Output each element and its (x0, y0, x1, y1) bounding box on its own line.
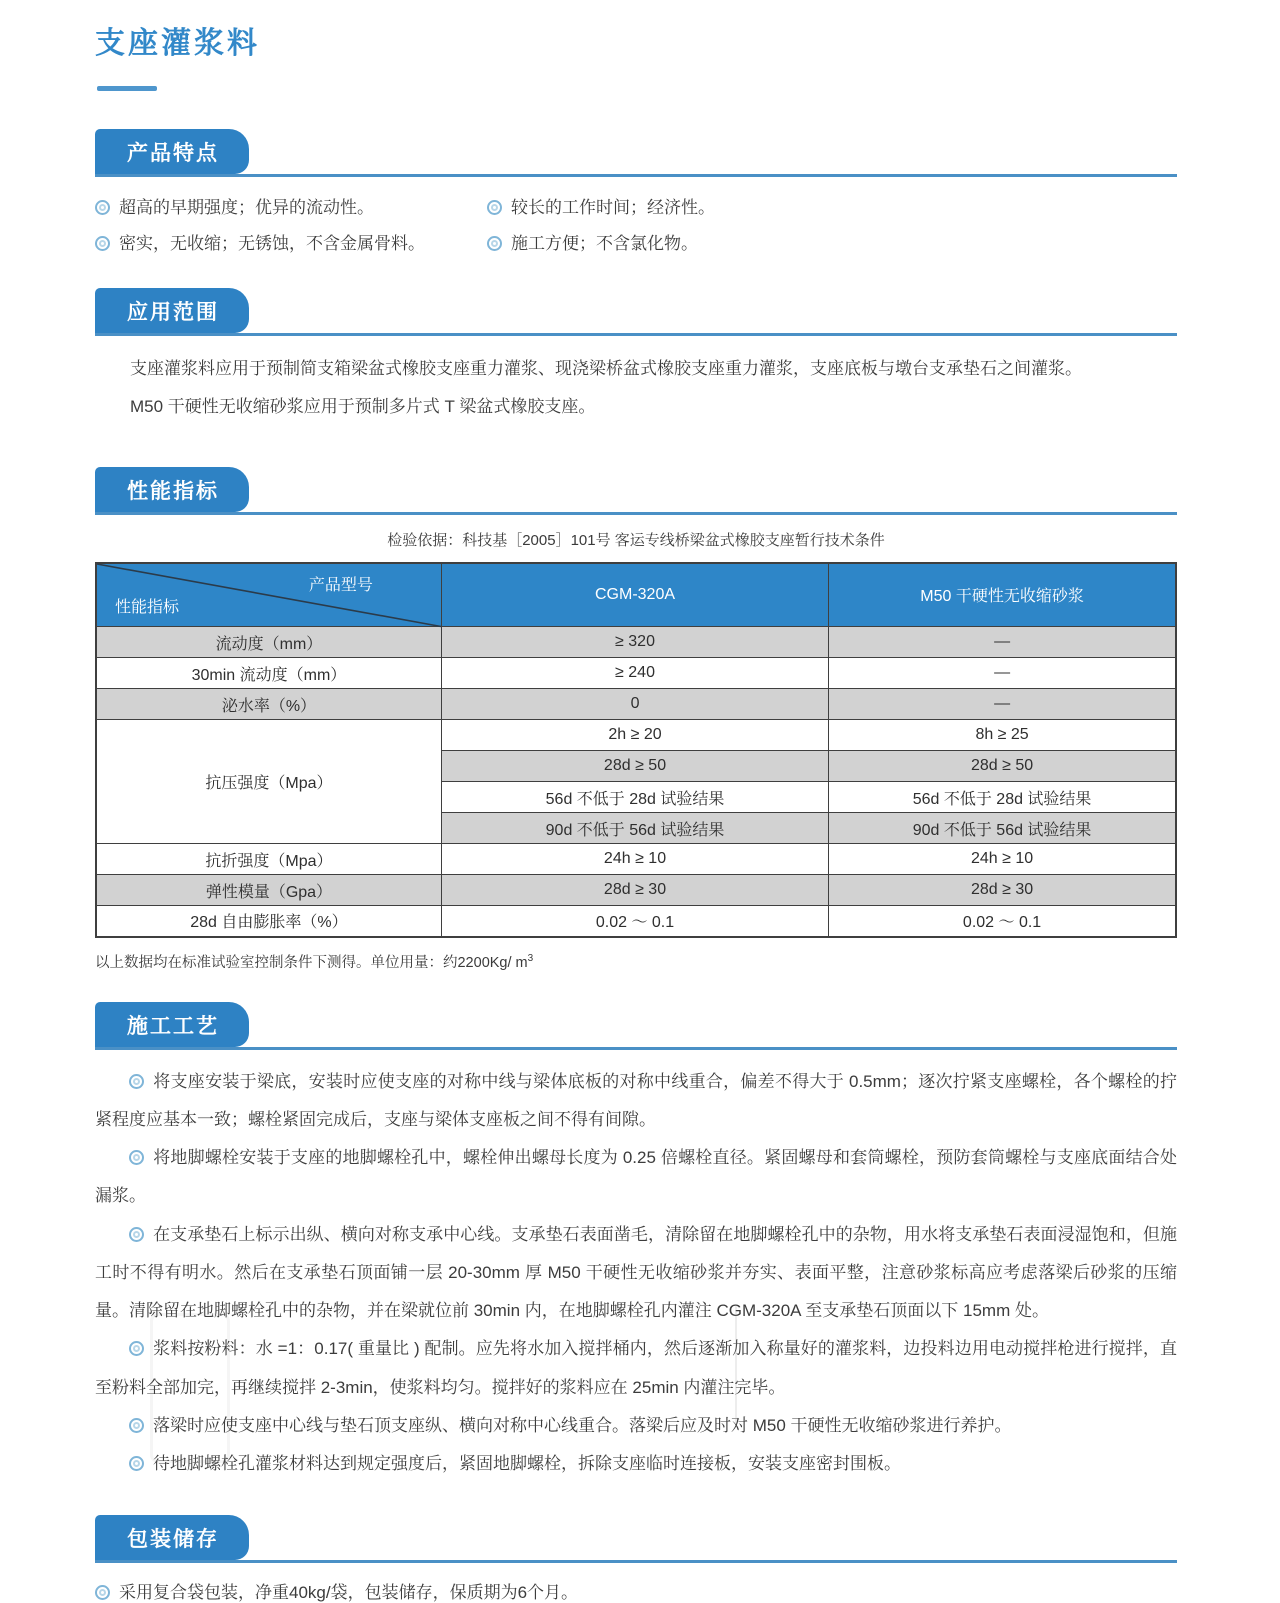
title-underline (97, 86, 157, 91)
table-footnote (95, 951, 1177, 972)
cell-m50: 24h ≥ 10 (829, 844, 1176, 875)
table-footnote-text: 以上数据均在标准试验室控制条件下测得。单位用量：约2200Kg/ m (95, 954, 528, 971)
cell-cgm: 90d 不低于 56d 试验结果 (441, 813, 828, 844)
cell-cgm: 2h ≥ 20 (441, 720, 828, 751)
feature-item (95, 229, 487, 254)
construction-step (95, 1407, 1177, 1445)
construction-step-text: 在支承垫石上标示出纵、横向对称支承中心线。支承垫石表面凿毛，清除留在地脚螺栓孔中的杂物，用水将支承垫石表面浸湿饱和，但施工时不得有明水。然后在支承垫石顶面铺一层 20-30mm 厚 M50 干硬性无收缩砂浆并夯实、表面平整，注意砂浆标高应考虑落梁后砂浆的压缩量。清除留在地脚螺栓孔中的杂物，并在梁就位前 30min 内，在地脚螺栓孔内灌注 CGM-320A 至支承垫石顶面以下 15mm 处。 (95, 1224, 1177, 1320)
cell-m50: — (829, 689, 1176, 720)
section-header-packaging (95, 1515, 1177, 1563)
footnote-superscript: 3 (527, 952, 534, 964)
construction-step-text: 浆料按粉料：水 =1：0.17( 重量比 ) 配制。应先将水加入搅拌桶内，然后逐渐加入称量好的灌浆料，边投料边用电动搅拌枪进行搅拌，直至粉料全部加完，再继续搅拌 2-3min，使浆料均匀。搅拌好的浆料应在 25min 内灌注完毕。 (95, 1339, 1177, 1397)
ring-bullet-icon (95, 236, 110, 251)
ring-bullet-icon (129, 1341, 144, 1356)
construction-step (95, 1445, 1177, 1483)
cell-cgm: 0 (441, 689, 828, 720)
col-header-m50: M50 干硬性无收缩砂浆 (829, 563, 1176, 627)
feature-item-text: 密实，无收缩；无锈蚀，不含金属骨料。 (119, 234, 425, 253)
table-corner-cell (96, 563, 441, 627)
ring-bullet-icon (129, 1074, 144, 1089)
construction-step (95, 1139, 1177, 1216)
cell-cgm: 24h ≥ 10 (441, 844, 828, 875)
corner-label-performance-index: 性能指标 (115, 599, 180, 616)
table-header-row (96, 563, 1176, 627)
feature-item-text: 较长的工作时间；经济性。 (511, 198, 715, 217)
col-header-cgm320a: CGM-320A (441, 563, 828, 627)
row-label: 28d 自由膨胀率（%） (96, 906, 441, 937)
cell-m50: 8h ≥ 25 (829, 720, 1176, 751)
cell-cgm: 56d 不低于 28d 试验结果 (441, 782, 828, 813)
test-basis-text: 检验依据：科技基［2005］101号 客运专线桥梁盆式橡胶支座暂行技术条件 (387, 531, 885, 549)
table-row (96, 906, 1176, 937)
section-tab-packaging: 包装储存 (95, 1515, 249, 1560)
ring-bullet-icon (129, 1418, 144, 1433)
cell-cgm: ≥ 320 (441, 627, 828, 658)
section-tab-performance: 性能指标 (95, 467, 249, 512)
table-row (96, 658, 1176, 689)
section-tab-application: 应用范围 (95, 288, 249, 333)
document-page (0, 18, 1280, 1603)
ring-bullet-icon (95, 1585, 110, 1600)
ring-bullet-icon (129, 1227, 144, 1242)
feature-list (95, 193, 1177, 254)
cell-cgm: 28d ≥ 30 (441, 875, 828, 906)
table-row (96, 720, 1176, 751)
section-header-performance (95, 467, 1177, 515)
application-line: M50 干硬性无收缩砂浆应用于预制多片式 T 梁盆式橡胶支座。 (130, 397, 596, 417)
cell-m50: 28d ≥ 50 (829, 751, 1176, 782)
ring-bullet-icon (487, 236, 502, 251)
table-row (96, 875, 1176, 906)
faint-watermark-line (735, 1305, 737, 1423)
application-line: 支座灌浆料应用于预制简支箱梁盆式橡胶支座重力灌浆、现浇梁桥盆式橡胶支座重力灌浆，支座底板与墩台支承垫石之间灌浆。 (130, 359, 1082, 378)
row-label: 抗折强度（Mpa） (96, 844, 441, 875)
section-header-construction (95, 1002, 1177, 1050)
construction-step-text: 将地脚螺栓安装于支座的地脚螺栓孔中，螺栓伸出螺母长度为 0.25 倍螺栓直径。紧固螺母和套筒螺栓，预防套筒螺栓与支座底面结合处漏浆。 (95, 1148, 1177, 1206)
ring-bullet-icon (129, 1456, 144, 1471)
application-text (130, 350, 1177, 427)
cell-m50: 90d 不低于 56d 试验结果 (829, 813, 1176, 844)
row-label: 30min 流动度（mm） (96, 658, 441, 689)
row-label: 弹性模量（Gpa） (96, 875, 441, 906)
row-label: 泌水率（%） (96, 689, 441, 720)
feature-item (487, 229, 1177, 254)
cell-m50: — (829, 658, 1176, 689)
section-tab-features: 产品特点 (95, 129, 249, 174)
cell-m50: 56d 不低于 28d 试验结果 (829, 782, 1176, 813)
section-tab-construction: 施工工艺 (95, 1002, 249, 1047)
ring-bullet-icon (487, 200, 502, 215)
cell-cgm: 28d ≥ 50 (441, 751, 828, 782)
construction-steps (95, 1063, 1177, 1484)
construction-step-text: 落梁时应使支座中心线与垫石顶支座纵、横向对称中心线重合。落梁后应及时对 M50 干硬性无收缩砂浆进行养护。 (153, 1415, 1012, 1435)
row-label: 流动度（mm） (96, 627, 441, 658)
ring-bullet-icon (129, 1150, 144, 1165)
feature-item-text: 施工方便；不含氯化物。 (511, 234, 698, 253)
construction-step-text: 将支座安装于梁底，安装时应使支座的对称中线与梁体底板的对称中线重合，偏差不得大于 0.5mm；逐次拧紧支座螺栓，各个螺栓的拧紧程度应基本一致；螺栓紧固完成后，支座与梁体支座板之间不得有间隙。 (95, 1071, 1177, 1129)
packaging-item-text: 采用复合袋包装，净重40kg/袋，包装储存，保质期为6个月。 (119, 1583, 579, 1603)
table-row (96, 627, 1176, 658)
feature-item (487, 193, 1177, 218)
ring-bullet-icon (95, 200, 110, 215)
page-title: 支座灌浆料 (95, 27, 260, 60)
feature-item-text: 超高的早期强度；优异的流动性。 (119, 198, 374, 217)
cell-cgm: ≥ 240 (441, 658, 828, 689)
construction-step (95, 1216, 1177, 1331)
construction-step-text: 待地脚螺栓孔灌浆材料达到规定强度后，紧固地脚螺栓，拆除支座临时连接板，安装支座密封围板。 (153, 1454, 901, 1473)
cell-m50: — (829, 627, 1176, 658)
table-row (96, 844, 1176, 875)
section-header-application (95, 288, 1177, 336)
cell-m50: 0.02 ～ 0.1 (829, 906, 1176, 937)
section-header-features (95, 129, 1177, 177)
faint-watermark-shape (150, 1313, 230, 1463)
construction-step (95, 1330, 1177, 1407)
table-row (96, 689, 1176, 720)
packaging-text (95, 1578, 1177, 1603)
corner-label-product-model: 产品型号 (308, 576, 373, 594)
performance-table (95, 562, 1177, 938)
row-label-compressive-strength: 抗压强度（Mpa） (96, 720, 441, 844)
cell-cgm: 0.02 ～ 0.1 (441, 906, 828, 937)
feature-item (95, 193, 487, 218)
construction-step (95, 1063, 1177, 1140)
cell-m50: 28d ≥ 30 (829, 875, 1176, 906)
